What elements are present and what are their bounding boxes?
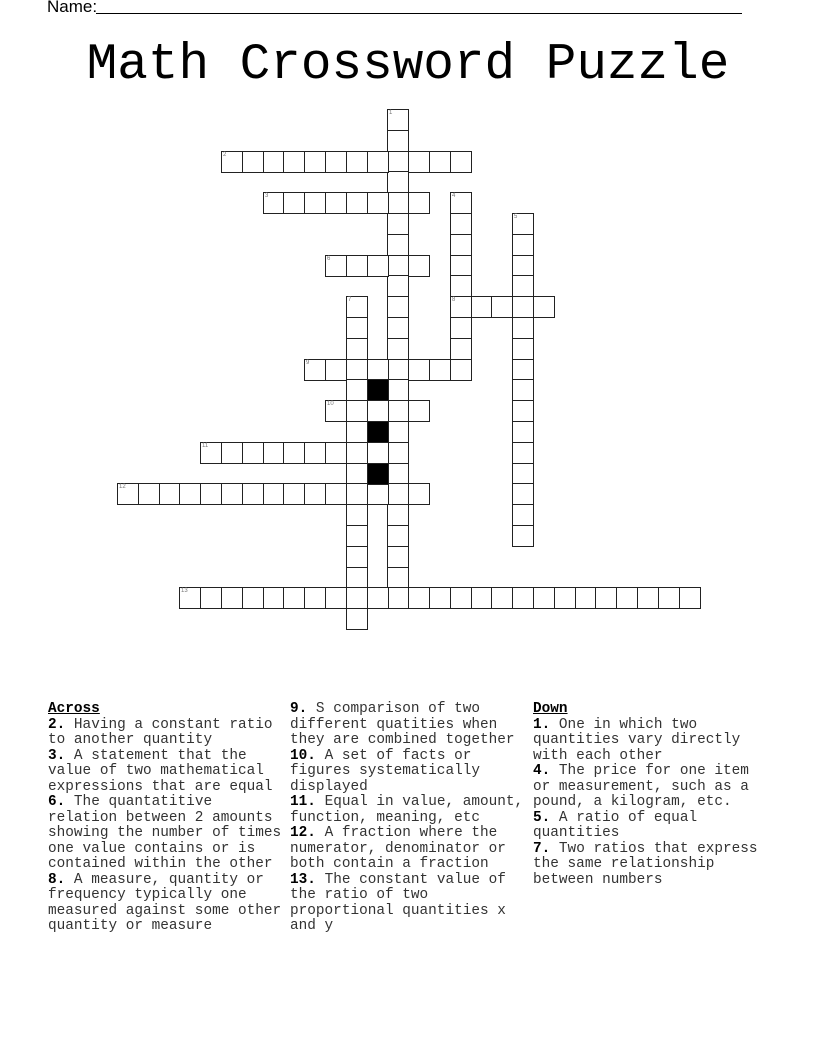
grid-cell[interactable] (387, 255, 409, 277)
grid-cell[interactable] (554, 587, 576, 609)
grid-cell[interactable] (346, 587, 368, 609)
grid-cell[interactable] (221, 483, 243, 505)
grid-cell[interactable] (450, 359, 472, 381)
grid-cell[interactable] (450, 296, 472, 318)
black-cell (367, 421, 389, 443)
clue-number: 13 (181, 588, 188, 594)
clue-text: One in which two quantities vary directly with each other (533, 716, 741, 764)
grid-cell[interactable] (242, 483, 264, 505)
grid-cell[interactable] (387, 359, 409, 381)
clue-down-7: 7. Two ratios that express the same relationship between numbers (533, 840, 758, 888)
grid-cell[interactable] (200, 587, 222, 609)
grid-cell[interactable] (283, 151, 305, 173)
grid-cell[interactable] (408, 587, 430, 609)
grid-cell[interactable] (512, 504, 534, 526)
grid-cell[interactable] (387, 546, 409, 568)
grid-cell[interactable] (346, 463, 368, 485)
grid-cell[interactable] (304, 587, 326, 609)
clue-number: 6 (327, 256, 331, 262)
clue-number-label: 2 (48, 716, 57, 733)
clue-number-label: 3 (48, 747, 57, 764)
grid-cell[interactable] (387, 483, 409, 505)
clue-number-label: 10 (290, 747, 308, 764)
grid-cell[interactable] (367, 442, 389, 464)
grid-cell[interactable] (387, 442, 409, 464)
grid-cell[interactable] (325, 442, 347, 464)
grid-cell[interactable] (263, 151, 285, 173)
clue-number-label: 6 (48, 794, 57, 810)
grid-cell[interactable] (263, 483, 285, 505)
grid-cell[interactable] (387, 400, 409, 422)
clue-across-13: 13. The constant value of the ratio of two proportional quantities x and y (290, 871, 506, 934)
grid-cell[interactable] (346, 525, 368, 547)
grid-cell[interactable] (263, 192, 285, 214)
grid-cell[interactable] (387, 379, 409, 401)
grid-cell[interactable] (387, 463, 409, 485)
grid-cell[interactable] (367, 151, 389, 173)
grid-cell[interactable] (450, 317, 472, 339)
grid-cell[interactable] (346, 546, 368, 568)
clue-across-9: 9. S comparison of two different quatities when they are combined together (290, 701, 515, 748)
grid-cell[interactable] (263, 442, 285, 464)
clue-number: 8 (452, 297, 456, 303)
grid-cell[interactable] (387, 338, 409, 360)
clue-number: 9 (306, 360, 310, 366)
grid-cell[interactable] (367, 587, 389, 609)
grid-cell[interactable] (408, 151, 430, 173)
grid-cell[interactable] (325, 151, 347, 173)
grid-cell[interactable] (367, 400, 389, 422)
grid-cell[interactable] (450, 275, 472, 297)
grid-cell[interactable] (679, 587, 701, 609)
grid-cell[interactable] (512, 359, 534, 381)
grid-cell[interactable] (263, 587, 285, 609)
grid-cell[interactable] (512, 442, 534, 464)
grid-cell[interactable] (408, 400, 430, 422)
clue-number: 10 (327, 401, 334, 407)
grid-cell[interactable] (346, 400, 368, 422)
grid-cell[interactable] (387, 192, 409, 214)
grid-cell[interactable] (512, 255, 534, 277)
grid-cell[interactable] (283, 587, 305, 609)
grid-cell[interactable] (658, 587, 680, 609)
grid-cell[interactable] (221, 442, 243, 464)
clue-text: A measure, quantity or frequency typically one measured against some other quantity or measure (48, 871, 282, 934)
clue-text: A statement that the value of two mathematical expressions that are equal (48, 747, 273, 795)
clue-number: 2 (223, 152, 227, 158)
grid-cell[interactable] (387, 421, 409, 443)
clue-number-label: 12 (290, 825, 308, 841)
grid-cell[interactable] (346, 567, 368, 589)
grid-cell[interactable] (346, 255, 368, 277)
clue-number: 7 (348, 297, 352, 303)
clue-number-label: 9 (290, 701, 299, 717)
grid-cell[interactable] (512, 587, 534, 609)
clue-down-4: 4. The price for one item or measurement, such as a pound, a kilogram, etc. (533, 763, 749, 810)
grid-cell[interactable] (200, 483, 222, 505)
grid-cell[interactable] (325, 483, 347, 505)
grid-cell[interactable] (179, 587, 201, 609)
grid-cell[interactable] (387, 171, 409, 193)
clues-column-2 (290, 702, 528, 935)
grid-cell[interactable] (408, 192, 430, 214)
grid-cell[interactable] (387, 525, 409, 547)
grid-cell[interactable] (450, 255, 472, 277)
grid-cell[interactable] (242, 442, 264, 464)
clue-text: The constant value of the ratio of two proportional quantities x and y (290, 871, 506, 934)
grid-cell[interactable] (450, 234, 472, 256)
grid-cell[interactable] (450, 587, 472, 609)
grid-cell[interactable] (367, 255, 389, 277)
grid-cell[interactable] (429, 587, 451, 609)
grid-cell[interactable] (367, 359, 389, 381)
clue-across-6: 6. The quantatitive relation between 2 amounts showing the number of times one value contains or is contained within the other (48, 794, 282, 872)
clue-number-label: 1 (533, 716, 542, 733)
grid-cell[interactable] (512, 421, 534, 443)
clue-number-label: 11 (290, 794, 308, 810)
clue-number: 11 (202, 443, 209, 449)
clue-text: The quantatitive relation between 2 amounts showing the number of times one value contains or is contained within the other (48, 794, 282, 872)
grid-cell[interactable] (346, 504, 368, 526)
grid-cell[interactable] (387, 587, 409, 609)
grid-cell[interactable] (346, 483, 368, 505)
grid-cell[interactable] (346, 608, 368, 630)
across-heading: Across (48, 701, 100, 717)
grid-cell[interactable] (595, 587, 617, 609)
grid-cell[interactable] (450, 213, 472, 235)
grid-cell[interactable] (242, 151, 264, 173)
grid-cell[interactable] (387, 296, 409, 318)
grid-cell[interactable] (387, 275, 409, 297)
grid-cell[interactable] (221, 587, 243, 609)
clue-number-label: 13 (290, 871, 308, 888)
grid-cell[interactable] (346, 442, 368, 464)
grid-cell[interactable] (159, 483, 181, 505)
grid-cell[interactable] (450, 192, 472, 214)
grid-cell[interactable] (346, 359, 368, 381)
grid-cell[interactable] (117, 483, 139, 505)
grid-cell[interactable] (325, 400, 347, 422)
clue-text: Having a constant ratio to another quantity (48, 716, 273, 748)
name-label: Name: (47, 0, 98, 16)
grid-cell[interactable] (575, 587, 597, 609)
clue-across-8: 8. A measure, quantity or frequency typically one measured against some other quantity or measure (48, 871, 282, 934)
grid-cell[interactable] (221, 151, 243, 173)
grid-cell[interactable] (304, 442, 326, 464)
grid-cell[interactable] (367, 192, 389, 214)
grid-cell[interactable] (346, 296, 368, 318)
clues-column-1 (48, 702, 286, 935)
grid-cell[interactable] (346, 317, 368, 339)
clue-number: 3 (265, 193, 269, 199)
grid-cell[interactable] (512, 463, 534, 485)
clue-number: 5 (514, 214, 518, 220)
clue-across-11: 11. Equal in value, amount, function, meaning, etc (290, 794, 524, 826)
grid-cell[interactable] (387, 130, 409, 152)
grid-cell[interactable] (283, 192, 305, 214)
grid-cell[interactable] (408, 359, 430, 381)
clue-across-2: 2. Having a constant ratio to another quantity (48, 716, 273, 748)
clue-text: Equal in value, amount, function, meaning, etc (290, 794, 524, 826)
grid-cell[interactable] (512, 400, 534, 422)
grid-cell[interactable] (512, 379, 534, 401)
grid-cell[interactable] (387, 567, 409, 589)
grid-cell[interactable] (346, 151, 368, 173)
grid-cell[interactable] (512, 338, 534, 360)
black-cell (367, 379, 389, 401)
grid-cell[interactable] (325, 359, 347, 381)
grid-cell[interactable] (304, 192, 326, 214)
grid-cell[interactable] (387, 234, 409, 256)
clue-number-label: 8 (48, 871, 57, 888)
grid-cell[interactable] (512, 317, 534, 339)
grid-cell[interactable] (512, 275, 534, 297)
clue-number: 1 (389, 110, 393, 116)
grid-cell[interactable] (304, 483, 326, 505)
grid-cell[interactable] (429, 151, 451, 173)
black-cell (367, 463, 389, 485)
grid-cell[interactable] (346, 338, 368, 360)
grid-cell[interactable] (533, 296, 555, 318)
grid-cell[interactable] (512, 483, 534, 505)
clue-text: A set of facts or figures systematically displayed (290, 747, 480, 795)
grid-cell[interactable] (242, 587, 264, 609)
grid-cell[interactable] (471, 296, 493, 318)
grid-cell[interactable] (408, 483, 430, 505)
grid-cell[interactable] (408, 255, 430, 277)
clue-across-12: 12. A fraction where the numerator, denominator or both contain a fraction (290, 825, 506, 872)
clue-text: Two ratios that express the same relationship between numbers (533, 840, 758, 888)
grid-cell[interactable] (304, 359, 326, 381)
clue-text: A fraction where the numerator, denominator or both contain a fraction (290, 825, 506, 872)
clue-text: S comparison of two different quatities when they are combined together (290, 701, 515, 748)
grid-cell[interactable] (325, 587, 347, 609)
grid-cell[interactable] (429, 359, 451, 381)
down-heading: Down (533, 701, 568, 717)
grid-cell[interactable] (346, 192, 368, 214)
grid-cell[interactable] (387, 151, 409, 173)
grid-cell[interactable] (637, 587, 659, 609)
clue-across-10: 10. A set of facts or figures systematically displayed (290, 747, 480, 795)
grid-cell[interactable] (512, 296, 534, 318)
grid-cell[interactable] (387, 317, 409, 339)
grid-cell[interactable] (367, 483, 389, 505)
grid-cell[interactable] (512, 234, 534, 256)
grid-cell[interactable] (450, 338, 472, 360)
grid-cell[interactable] (387, 504, 409, 526)
page-title: Math Crossword Puzzle (86, 37, 730, 94)
clues-column-3 (533, 702, 771, 888)
grid-cell[interactable] (200, 442, 222, 464)
grid-cell[interactable] (533, 587, 555, 609)
clue-number-label: 5 (533, 809, 542, 826)
grid-cell[interactable] (512, 525, 534, 547)
grid-cell[interactable] (491, 587, 513, 609)
grid-cell[interactable] (283, 483, 305, 505)
grid-cell[interactable] (512, 213, 534, 235)
grid-cell[interactable] (179, 483, 201, 505)
grid-cell[interactable] (387, 109, 409, 131)
clue-number-label: 4 (533, 763, 542, 779)
grid-cell[interactable] (346, 421, 368, 443)
grid-cell[interactable] (471, 587, 493, 609)
grid-cell[interactable] (283, 442, 305, 464)
grid-cell[interactable] (304, 151, 326, 173)
clue-down-5: 5. A ratio of equal quantities (533, 809, 698, 841)
grid-cell[interactable] (450, 151, 472, 173)
grid-cell[interactable] (616, 587, 638, 609)
clue-number: 12 (119, 484, 126, 490)
clue-number: 4 (452, 193, 456, 199)
clue-number-label: 7 (533, 840, 542, 857)
clue-text: A ratio of equal quantities (533, 809, 698, 841)
clue-down-1: 1. One in which two quantities vary directly with each other (533, 716, 741, 764)
grid-cell[interactable] (325, 192, 347, 214)
grid-cell[interactable] (491, 296, 513, 318)
grid-cell[interactable] (387, 213, 409, 235)
grid-cell[interactable] (346, 379, 368, 401)
clue-text: The price for one item or measurement, such as a pound, a kilogram, etc. (533, 763, 749, 810)
clue-across-3: 3. A statement that the value of two mathematical expressions that are equal (48, 747, 273, 795)
grid-cell[interactable] (138, 483, 160, 505)
grid-cell[interactable] (325, 255, 347, 277)
